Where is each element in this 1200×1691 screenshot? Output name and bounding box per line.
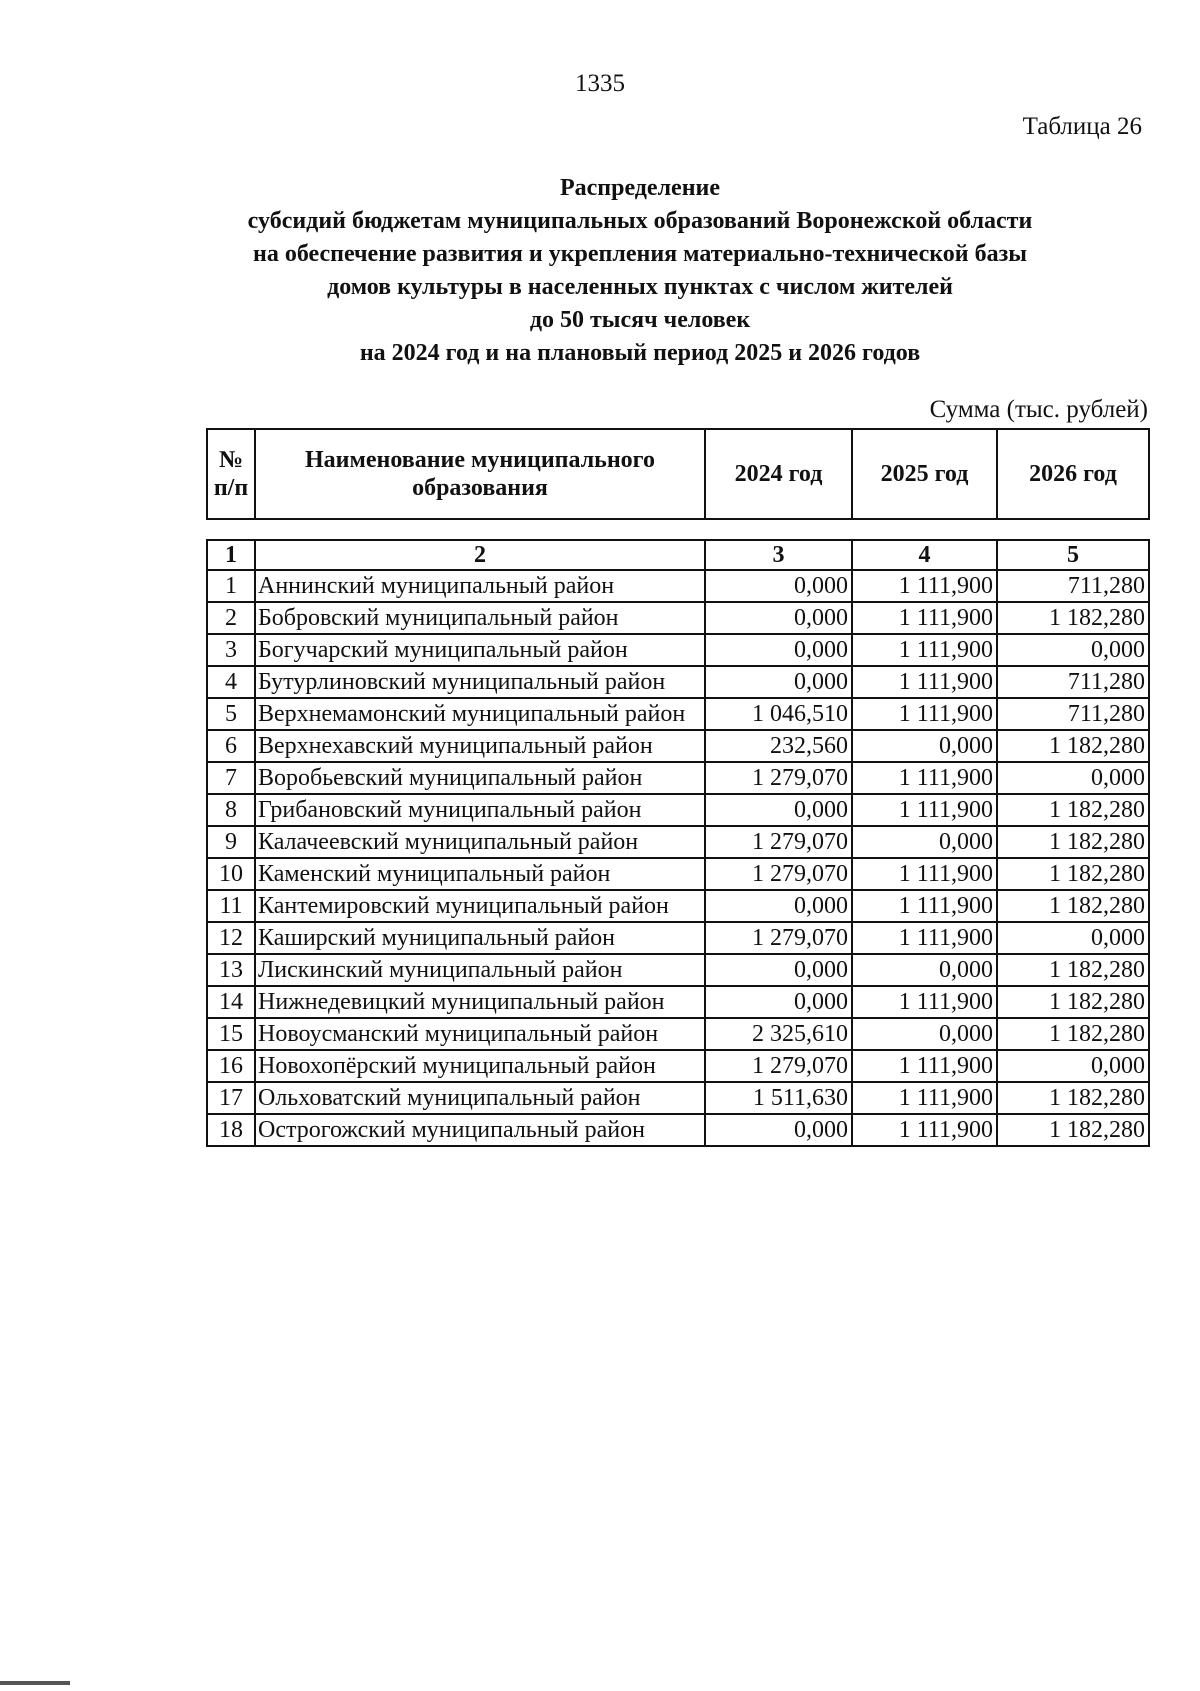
row-name: Новоусманский муниципальный район (255, 1018, 705, 1050)
header-num: № п/п (207, 429, 255, 519)
value-2026: 0,000 (997, 762, 1149, 794)
row-number: 3 (207, 634, 255, 666)
row-name: Верхнемамонский муниципальный район (255, 698, 705, 730)
value-2025: 1 111,900 (852, 1050, 997, 1082)
units-label: Сумма (тыс. рублей) (929, 396, 1148, 423)
row-name: Нижнедевицкий муниципальный район (255, 986, 705, 1018)
header-2024: 2024 год (705, 429, 852, 519)
value-2026: 1 182,280 (997, 794, 1149, 826)
table-header (206, 428, 1150, 520)
value-2025: 1 111,900 (852, 666, 997, 698)
table-row (207, 1050, 1149, 1082)
value-2024: 0,000 (705, 602, 852, 634)
table-row (207, 666, 1149, 698)
table-row (207, 794, 1149, 826)
table-row (207, 762, 1149, 794)
title-line: субсидий бюджетам муниципальных образований Воронежской области (247, 208, 1033, 234)
table-label: Таблица 26 (1022, 113, 1142, 140)
row-name: Кантемировский муниципальный район (255, 890, 705, 922)
value-2024: 0,000 (705, 666, 852, 698)
page-number: 1335 (575, 70, 625, 97)
value-2024: 1 279,070 (705, 1050, 852, 1082)
row-name: Верхнехавский муниципальный район (255, 730, 705, 762)
value-2026: 1 182,280 (997, 858, 1149, 890)
row-number: 1 (207, 570, 255, 602)
table-row (207, 698, 1149, 730)
value-2024: 2 325,610 (705, 1018, 852, 1050)
value-2026: 0,000 (997, 922, 1149, 954)
value-2026: 1 182,280 (997, 826, 1149, 858)
row-number: 9 (207, 826, 255, 858)
row-name: Аннинский муниципальный район (255, 570, 705, 602)
value-2025: 0,000 (852, 1018, 997, 1050)
value-2025: 1 111,900 (852, 794, 997, 826)
value-2026: 711,280 (997, 698, 1149, 730)
value-2025: 1 111,900 (852, 602, 997, 634)
value-2026: 711,280 (997, 666, 1149, 698)
value-2026: 1 182,280 (997, 1018, 1149, 1050)
table-row (207, 1018, 1149, 1050)
value-2026: 0,000 (997, 1050, 1149, 1082)
column-number: 5 (997, 540, 1149, 570)
value-2026: 1 182,280 (997, 730, 1149, 762)
value-2025: 1 111,900 (852, 922, 997, 954)
value-2025: 1 111,900 (852, 1082, 997, 1114)
row-name: Бобровский муниципальный район (255, 602, 705, 634)
value-2024: 1 279,070 (705, 858, 852, 890)
value-2026: 1 182,280 (997, 602, 1149, 634)
value-2025: 1 111,900 (852, 698, 997, 730)
document-title (190, 172, 1090, 370)
value-2025: 1 111,900 (852, 890, 997, 922)
header-name: Наименование муниципального образования (255, 429, 705, 519)
value-2024: 0,000 (705, 794, 852, 826)
row-name: Острогожский муниципальный район (255, 1114, 705, 1146)
value-2024: 0,000 (705, 954, 852, 986)
row-number: 18 (207, 1114, 255, 1146)
row-name: Каширский муниципальный район (255, 922, 705, 954)
title-line: на обеспечение развития и укрепления материально-технической базы (253, 241, 1027, 267)
value-2025: 1 111,900 (852, 858, 997, 890)
column-number: 1 (207, 540, 255, 570)
value-2026: 1 182,280 (997, 1082, 1149, 1114)
value-2026: 1 182,280 (997, 986, 1149, 1018)
row-name: Бутурлиновский муниципальный район (255, 666, 705, 698)
table-row (207, 1082, 1149, 1114)
row-number: 4 (207, 666, 255, 698)
column-number: 2 (255, 540, 705, 570)
table-row (207, 890, 1149, 922)
value-2025: 1 111,900 (852, 986, 997, 1018)
row-number: 6 (207, 730, 255, 762)
column-number: 3 (705, 540, 852, 570)
row-name: Воробьевский муниципальный район (255, 762, 705, 794)
column-numbers-row (207, 540, 1149, 570)
row-name: Лискинский муниципальный район (255, 954, 705, 986)
value-2025: 1 111,900 (852, 570, 997, 602)
table-row (207, 1114, 1149, 1146)
row-number: 12 (207, 922, 255, 954)
table-row (207, 986, 1149, 1018)
title-line: домов культуры в населенных пунктах с числом жителей (327, 274, 953, 300)
table-row (207, 826, 1149, 858)
value-2026: 1 182,280 (997, 890, 1149, 922)
row-number: 17 (207, 1082, 255, 1114)
header-2026: 2026 год (997, 429, 1149, 519)
row-number: 5 (207, 698, 255, 730)
value-2024: 0,000 (705, 634, 852, 666)
table-row (207, 858, 1149, 890)
table-row (207, 570, 1149, 602)
row-number: 8 (207, 794, 255, 826)
title-line: на 2024 год и на плановый период 2025 и 2026 годов (359, 340, 921, 366)
title-line: Распределение (559, 175, 721, 201)
header-2025: 2025 год (852, 429, 997, 519)
column-number: 4 (852, 540, 997, 570)
value-2025: 0,000 (852, 954, 997, 986)
title-line: до 50 тысяч человек (529, 307, 751, 333)
value-2024: 0,000 (705, 986, 852, 1018)
row-name: Новохопёрский муниципальный район (255, 1050, 705, 1082)
value-2024: 0,000 (705, 890, 852, 922)
value-2025: 0,000 (852, 826, 997, 858)
value-2024: 1 046,510 (705, 698, 852, 730)
row-number: 13 (207, 954, 255, 986)
value-2024: 1 279,070 (705, 762, 852, 794)
table-row (207, 602, 1149, 634)
row-name: Калачеевский муниципальный район (255, 826, 705, 858)
value-2026: 1 182,280 (997, 1114, 1149, 1146)
value-2024: 1 279,070 (705, 922, 852, 954)
row-name: Богучарский муниципальный район (255, 634, 705, 666)
table-row (207, 730, 1149, 762)
value-2026: 1 182,280 (997, 954, 1149, 986)
value-2024: 0,000 (705, 1114, 852, 1146)
value-2025: 1 111,900 (852, 1114, 997, 1146)
row-number: 14 (207, 986, 255, 1018)
row-name: Каменский муниципальный район (255, 858, 705, 890)
value-2026: 711,280 (997, 570, 1149, 602)
data-table (206, 539, 1150, 1147)
row-number: 11 (207, 890, 255, 922)
value-2024: 1 511,630 (705, 1082, 852, 1114)
table-row (207, 922, 1149, 954)
scan-edge-mark (0, 1681, 70, 1685)
value-2026: 0,000 (997, 634, 1149, 666)
value-2025: 1 111,900 (852, 634, 997, 666)
table-row (207, 634, 1149, 666)
row-number: 2 (207, 602, 255, 634)
value-2025: 0,000 (852, 730, 997, 762)
table-row (207, 954, 1149, 986)
row-number: 7 (207, 762, 255, 794)
row-number: 16 (207, 1050, 255, 1082)
row-name: Грибановский муниципальный район (255, 794, 705, 826)
value-2024: 232,560 (705, 730, 852, 762)
row-number: 15 (207, 1018, 255, 1050)
row-number: 10 (207, 858, 255, 890)
value-2024: 0,000 (705, 570, 852, 602)
value-2025: 1 111,900 (852, 762, 997, 794)
value-2024: 1 279,070 (705, 826, 852, 858)
row-name: Ольховатский муниципальный район (255, 1082, 705, 1114)
